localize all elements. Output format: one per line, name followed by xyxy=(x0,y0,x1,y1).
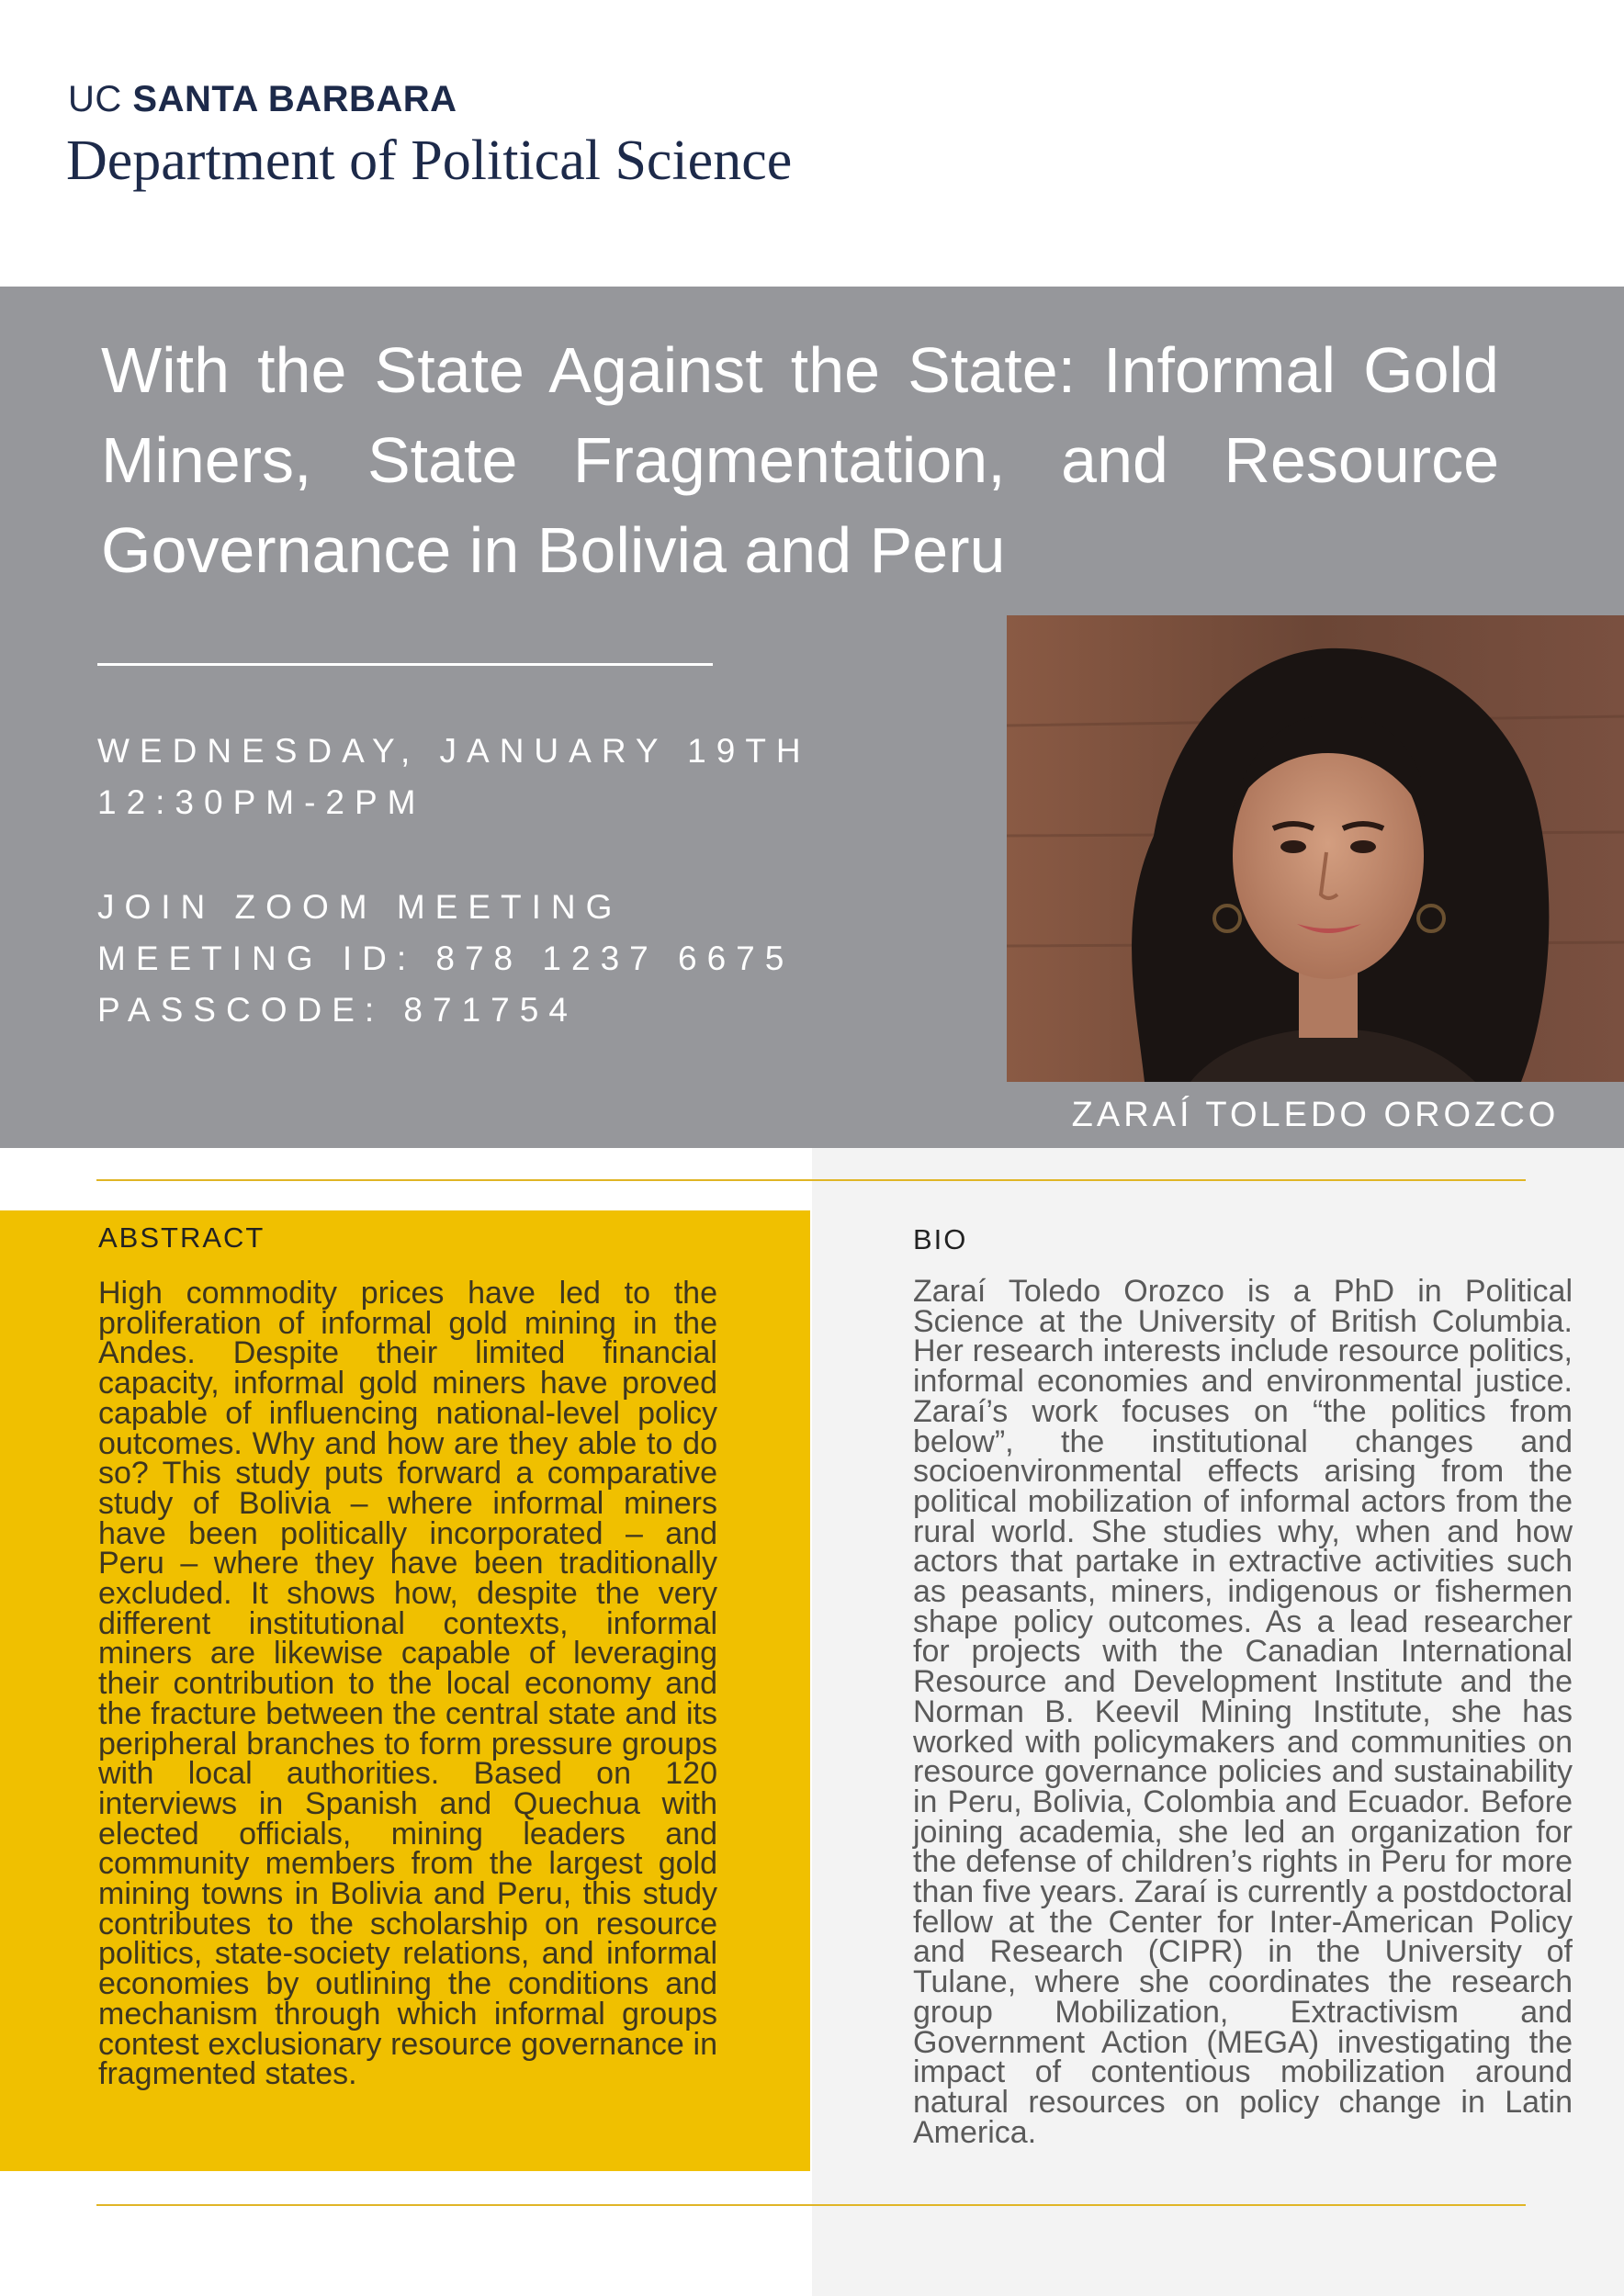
abstract-heading: ABSTRACT xyxy=(98,1221,265,1254)
zoom-join-label: JOIN ZOOM MEETING xyxy=(97,888,623,926)
uc-prefix: UC xyxy=(68,79,122,119)
uc-name: SANTA BARBARA xyxy=(132,79,457,119)
bio-heading: BIO xyxy=(913,1223,968,1255)
event-time: 12:30PM-2PM xyxy=(97,783,426,821)
department-name: Department of Political Science xyxy=(66,129,793,192)
gold-divider-bottom xyxy=(96,2204,1526,2206)
abstract-text: High commodity prices have led to the proliferation of informal gold mining in the Andes. Despite their limited financial capacity, informal gold miners have proved capable of influencing national-level policy outcomes. Why and how are they able to do so? This study puts forward a comparative study of Bolivia – where informal miners have been politically incorporated – and Peru – where they have been traditionally excluded. It shows how, despite the very different institutional contexts, informal miners are likewise capable of leveraging their contribution to the local economy and the fracture between the central state and its peripheral branches to form pressure groups with local authorities. Based on 120 interviews in Spanish and Quechua with elected officials, mining leaders and community members from the largest gold mining towns in Bolivia and Peru, this study contributes to the scholarship on resource politics, state-society relations, and informal economies by outlining the conditions and mechanism through which informal groups contest exclusionary resource governance in fragmented states. xyxy=(98,1276,717,2092)
university-wordmark xyxy=(68,79,457,120)
title-divider xyxy=(97,663,713,666)
speaker-photo xyxy=(1007,615,1624,1082)
speaker-name: ZARAÍ TOLEDO OROZCO xyxy=(1071,1096,1560,1134)
event-banner xyxy=(0,287,1624,1148)
zoom-passcode: PASSCODE: 871754 xyxy=(97,991,578,1029)
zoom-meeting-id: MEETING ID: 878 1237 6675 xyxy=(97,940,795,977)
page-header xyxy=(0,0,1624,287)
bio-text: Zaraí Toledo Orozco is a PhD in Political Science at the University of British Columbia. Her research interests include resource politics, informal economies and environmental justice. Zaraí’s work focuses on “the politics from below”, the institutional changes and socioenvironmental effects arising from the political mobilization of informal actors from the rural world. She studies why, when and how actors that partake in extractive activities such as peasants, miners, indigenous or fishermen shape policy outcomes. As a lead researcher for projects with the Canadian International Resource and Development Institute and the Norman B. Keevil Mining Institute, she has worked with policymakers and communities on resource governance policies and sustainability in Peru, Bolivia, Colombia and Ecuador. Before joining academia, she led an organization for the defense of children’s rights in Peru for more than five years. Zaraí is currently a postdoctoral fellow at the Center for Inter-American Policy and Research (CIPR) in the University of Tulane, where she coordinates the research group Mobilization, Extractivism and Government Action (MEGA) investigating the impact of contentious mobilization around natural resources on policy change in Latin America. xyxy=(913,1274,1573,2150)
event-date: WEDNESDAY, JANUARY 19TH xyxy=(97,732,811,770)
gold-divider-top xyxy=(96,1179,1526,1181)
event-title: With the State Against the State: Informal Gold Miners, State Fragmentation, and Resource Governance in Bolivia and Peru xyxy=(101,334,1499,586)
